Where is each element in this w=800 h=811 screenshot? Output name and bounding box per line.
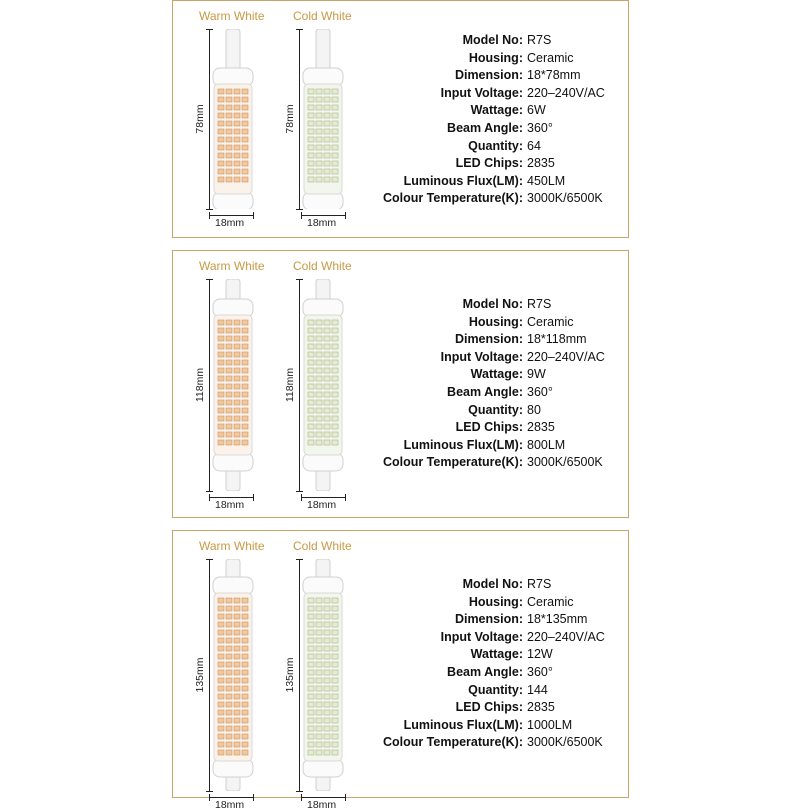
spec-panel-1 [172,0,629,238]
cold-white-label: Cold White [293,539,352,553]
spec-label: Wattage: [470,647,523,662]
spec-label: LED Chips: [455,420,523,435]
spec-value: R7S [527,297,552,311]
dimension-tick [206,209,213,210]
length-dimension-line [299,559,300,791]
dimension-tick [301,212,302,219]
dimension-tick [296,279,303,280]
dimension-tick [209,212,210,219]
spec-value: 9W [527,367,546,382]
dimension-tick [206,491,213,492]
spec-label: LED Chips: [455,156,523,171]
spec-label: Model No: [462,297,523,311]
spec-value: Ceramic [527,594,574,609]
length-label: 78mm [194,104,206,134]
width-label: 18mm [307,217,337,229]
length-label: 135mm [194,657,206,693]
dimension-tick [296,29,303,30]
spec-value: Ceramic [527,50,574,65]
spec-value: 2835 [527,156,555,171]
spec-label: Housing: [468,50,523,65]
spec-label: Wattage: [470,367,523,382]
spec-value: 1000LM [527,717,573,732]
spec-label: Dimension: [454,612,523,627]
dimension-tick [206,791,213,792]
cold-white-label: Cold White [293,9,352,23]
spec-panel-2 [172,250,629,518]
spec-value: 220–240V/AC [527,85,605,100]
spec-value: 18*78mm [527,68,581,83]
dimension-tick [206,279,213,280]
dimension-tick [206,29,213,30]
width-label: 18mm [307,799,337,811]
spec-value: 3000K/6500K [527,455,603,470]
spec-label: Colour Temperature(K): [382,455,523,470]
warm-white-label: Warm White [199,539,265,553]
spec-value: 18*118mm [527,332,587,347]
spec-value: 3000K/6500K [527,735,603,750]
spec-value: 144 [527,682,548,697]
spec-value: 220–240V/AC [527,349,605,364]
length-dimension-line [209,279,210,491]
spec-value: 3000K/6500K [527,191,603,206]
length-label: 118mm [284,367,296,403]
spec-label: Dimension: [454,68,523,83]
spec-label: Beam Angle: [447,121,523,135]
warm-white-bulb [205,279,261,491]
spec-value: Ceramic [527,314,574,329]
spec-label: LED Chips: [455,700,523,715]
length-label: 118mm [194,367,206,403]
cold-white-label: Cold White [293,259,352,273]
spec-value: 18*135mm [527,612,588,627]
spec-panel-3 [172,530,629,811]
spec-label: Wattage: [470,103,523,118]
dimension-tick [296,791,303,792]
spec-label: Input Voltage: [440,349,523,364]
warm-white-bulb [205,29,261,209]
spec-value: 6W [527,103,546,118]
spec-value: 360° [527,385,553,399]
width-label: 18mm [215,499,245,511]
spec-value: 80 [527,402,541,417]
spec-label: Model No: [462,33,523,47]
spec-value: 450LM [527,173,566,188]
dimension-tick [206,559,213,560]
dimension-tick [296,559,303,560]
spec-value: 360° [527,121,553,135]
width-dimension-line [209,215,253,216]
dimension-tick [345,494,346,501]
width-label: 18mm [307,499,337,511]
length-dimension-line [299,279,300,491]
spec-label: Input Voltage: [440,85,523,100]
spec-value: 800LM [527,437,566,452]
spec-label: Colour Temperature(K): [382,735,523,750]
width-dimension-line [209,797,253,798]
spec-label: Beam Angle: [447,665,523,679]
spec-label: Input Voltage: [440,629,523,644]
warm-white-label: Warm White [199,259,265,273]
spec-label: Quantity: [468,138,523,153]
length-label: 78mm [284,104,296,134]
spec-value: 220–240V/AC [527,629,605,644]
dimension-tick [301,494,302,501]
length-label: 135mm [284,657,296,693]
dimension-tick [345,212,346,219]
spec-label: Quantity: [468,682,523,697]
dimension-tick [209,494,210,501]
spec-label: Luminous Flux(LM): [403,437,523,452]
spec-value: R7S [527,33,552,47]
width-dimension-line [301,215,345,216]
spec-label: Luminous Flux(LM): [403,173,523,188]
spec-label: Quantity: [468,402,523,417]
spec-label: Colour Temperature(K): [382,191,523,206]
dimension-tick [296,209,303,210]
width-dimension-line [301,797,345,798]
spec-label: Housing: [468,594,523,609]
dimension-tick [253,212,254,219]
spec-value: R7S [527,577,552,591]
spec-value: 12W [527,647,553,662]
width-label: 18mm [215,799,245,811]
spec-label: Dimension: [454,332,523,347]
spec-label: Housing: [468,314,523,329]
length-dimension-line [299,29,300,209]
warm-white-bulb [205,559,261,791]
length-dimension-line [209,29,210,209]
dimension-tick [253,494,254,501]
dimension-tick [296,491,303,492]
width-dimension-line [301,497,345,498]
spec-label: Luminous Flux(LM): [403,717,523,732]
spec-value: 2835 [527,420,555,435]
spec-value: 2835 [527,700,555,715]
warm-white-label: Warm White [199,9,265,23]
width-label: 18mm [215,217,245,229]
spec-label: Model No: [462,577,523,591]
width-dimension-line [209,497,253,498]
spec-value: 360° [527,665,553,679]
spec-label: Beam Angle: [447,385,523,399]
spec-value: 64 [527,138,541,153]
length-dimension-line [209,559,210,791]
